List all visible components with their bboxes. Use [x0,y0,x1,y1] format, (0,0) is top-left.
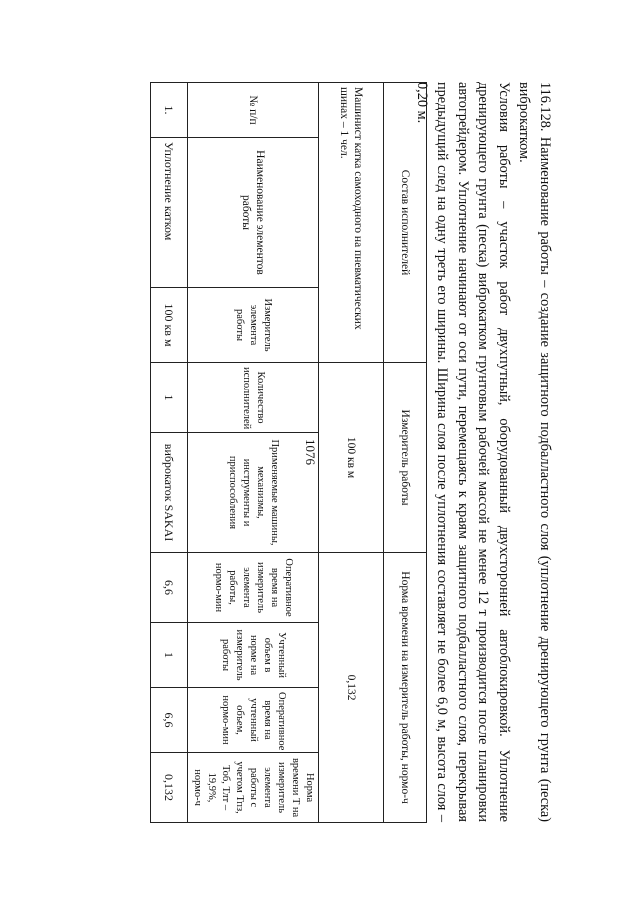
col-norm-t: Норма времени T на измеритель элемента работы с учетом Тпз, Тоб, Тлт – 19,9%, нормо-ч [188,753,319,823]
col-no: № п/п [188,83,319,138]
rotated-content [85,82,555,822]
section-heading [414,82,555,822]
composition-value: Машинист катка самоходного на пневматических шинах – 1 чел. [319,83,384,363]
cell-op-vol: 6,6 [151,688,188,753]
table-row [151,83,188,823]
cell-op-time: 6,6 [151,553,188,623]
col-op-vol: Оперативное время на учтенный объем, нормо-мин [188,688,319,753]
col-machines: Применяемые машины, механизмы, инструменты и приспособления [188,433,319,553]
cell-no: 1. [151,83,188,138]
cell-norm-t: 0,132 [151,753,188,823]
col-name: Наименование элементов работы [188,138,319,288]
cell-machines: виброкаток SAKAI [151,433,188,553]
measure-value: 100 кв м [319,363,384,553]
norm-table [150,82,427,823]
cell-unit: 100 кв м [151,288,188,363]
col-vol: Учтенный объем в норме на измеритель работы [188,623,319,688]
cell-name: Уплотнение катком [151,138,188,288]
header-measure: Измеритель работы [384,363,427,553]
page-number: 1076 [303,439,318,465]
work-conditions: Условия работы – участок работ двухпутный, оборудованный двухсторонней автоблокировкой. Уплотнение дренирующего грунта (песка) виброкатком грунтовым рабочей массой не менее 12 т производится после планировки автогрейдером. Уплотнение начинают от оси пути, перемещаясь к краям защитного подбалластного слоя, перекрывая предыдущий след на одну треть его ширины. Ширина слоя после уплотнения составляет не более 6,0 м, высота слоя – 0,20 м. [414,82,512,822]
norm-table-wrapper [150,82,427,822]
col-count: Количество исполнителей [188,363,319,433]
work-title: 116.128. Наименование работы – создание защитного подбалластного слоя (уплотнение дренирующего грунта (песка) виброкатком. [516,82,553,822]
col-unit: Измеритель элемента работы [188,288,319,363]
cell-count: 1 [151,363,188,433]
header-norm: Норма времени на измеритель работы, нормо-ч [384,553,427,823]
cell-vol: 1 [151,623,188,688]
header-composition: Состав исполнителей [384,83,427,363]
col-op-time: Оперативное время на измеритель элемента работы, нормо-мин [188,553,319,623]
norm-value: 0,132 [319,553,384,823]
